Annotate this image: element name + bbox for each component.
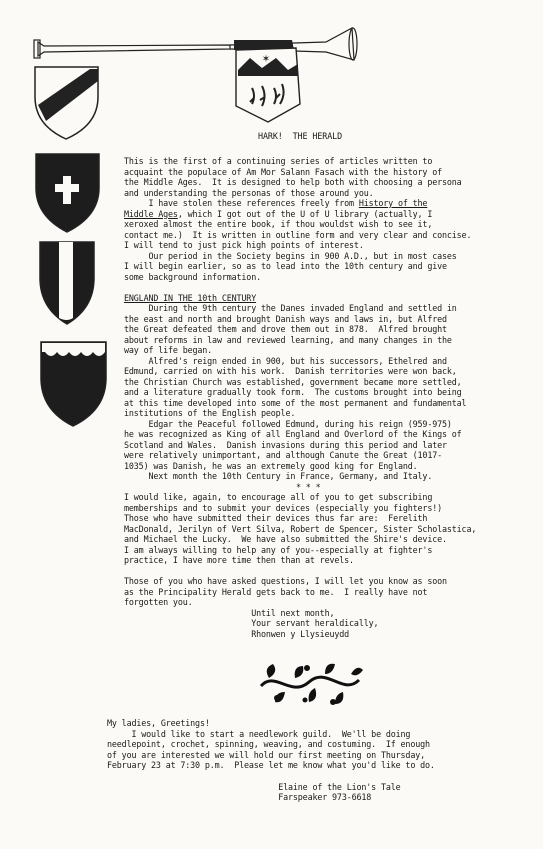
letter-line: Farspeaker 973-6618	[107, 792, 372, 803]
article-line: This is the first of a continuing series of articles written to	[124, 156, 433, 166]
article-line: memberships and to submit your devices (especially you fighters!)	[124, 502, 442, 513]
vine-ornament-icon	[255, 652, 365, 712]
book-title-underline: Middle Ages	[124, 208, 178, 219]
article-line: ENGLAND IN THE 10th CENTURY	[124, 292, 257, 303]
article-line: were relatively unimportant, and although Canute the Great (1017-	[124, 450, 442, 460]
article-line: I have stolen these references freely from History of the	[124, 198, 428, 208]
article-line: at this time developed into some of the most permanent and fundamental	[124, 397, 467, 408]
article-line: Our period in the Society begins in 900 A.D., but in most cases	[124, 250, 457, 261]
shield-chief-icon	[38, 338, 110, 430]
article-line: he was recognized as King of all England and Overlord of the Kings of	[124, 429, 462, 439]
article-line: I will tend to just pick high points of interest.	[124, 240, 364, 250]
article-line: * * *	[296, 481, 321, 492]
letter-line: Elaine of the Lion's Tale	[107, 781, 401, 792]
article-line: way of life began.	[124, 345, 213, 355]
article-line: Edgar the Peaceful followed Edmund, during his reign (959-975)	[124, 418, 452, 429]
article-line: Scotland and Wales. Danish invasions during this period and later	[124, 439, 447, 450]
article-line: about reforms in law and reviewed learning, and many changes in the	[124, 334, 452, 345]
letter-line: needlepoint, crochet, spinning, weaving, and costuming. If enough	[107, 739, 430, 750]
article-line: Rhonwen y Llysieuydd	[124, 628, 350, 639]
article-line: Your servant heraldically,	[124, 618, 379, 628]
article-line: Edmund, carried on with his work. Danish territories were won back,	[124, 366, 457, 376]
article-line: the Christian Church was established, government became more settled,	[124, 376, 462, 387]
article-line: I am always willing to help any of you--especially at fighter's	[124, 544, 433, 555]
shield-pale-icon	[37, 238, 97, 328]
svg-text:✶: ✶	[262, 51, 270, 65]
article-line: I will begin earlier, so as to lead into the 10th century and give	[124, 261, 447, 271]
article-line: I would like, again, to encourage all of you to get subscribing	[124, 492, 433, 502]
article-line: Next month the 10th Century in France, Germany, and Italy.	[124, 471, 433, 481]
article-line: MacDonald, Jerilyn of Vert Silva, Robert de Spencer, Sister Scholastica,	[124, 523, 477, 534]
needlework-letter	[107, 718, 527, 838]
letter-line: February 23 at 7:30 p.m. Please let me know what you'd like to do.	[107, 760, 435, 771]
article-body	[124, 156, 534, 646]
article-line: Alfred's reign ended in 900, but his successors, Ethelred and	[124, 355, 447, 366]
article-line: contact me.) It is written in outline form and very clear and concise.	[124, 229, 472, 240]
article-line: practice, I have more time then than at revels.	[124, 555, 354, 565]
letter-line: I would like to start a needlework guild. We'll be doing	[107, 728, 411, 739]
article-line: During the 9th century the Danes invaded England and settled in	[124, 303, 457, 313]
shield-bend-icon	[32, 63, 102, 143]
article-line: the east and north and brought Danish ways and laws in, but Alfred	[124, 313, 447, 324]
article-line: Those who have submitted their devices thus far are: Ferelith	[124, 513, 428, 523]
article-line: Until next month,	[124, 607, 335, 618]
article-line: xeroxed almost the entire book, if thou wouldst wish to see it,	[124, 219, 433, 229]
article-line: Middle Ages, which I got out of the U of U library (actually, I	[124, 208, 433, 219]
letter-line: My ladies, Greetings!	[107, 718, 210, 728]
book-title-underline: History of the	[358, 198, 428, 208]
article-line: institutions of the English people.	[124, 408, 296, 418]
article-line: and a literature gradually took form. The customs brought into being	[124, 387, 462, 397]
article-line: forgotten you.	[124, 597, 193, 607]
article-line: some background information.	[124, 271, 261, 282]
article-line: as the Principality Herald gets back to me. I really have not	[124, 586, 428, 597]
article-line: 1035) was Danish, he was an extremely good king for England.	[124, 460, 418, 471]
page-title: HARK! THE HERALD	[258, 131, 343, 141]
article-line: the Middle Ages. It is designed to help both with choosing a persona	[124, 177, 462, 187]
article-line: the Great defeated them and drove them out in 878. Alfred brought	[124, 324, 447, 334]
letter-line: of you are interested we will hold our first meeting on Thursday,	[107, 749, 425, 760]
article-line: acquaint the populace of Am Mor Salann Fasach with the history of	[124, 166, 442, 177]
shield-cross-icon	[33, 150, 103, 236]
article-line: Those of you who have asked questions, I will let you know as soon	[124, 576, 447, 586]
article-line: and understanding the personas of those around you.	[124, 187, 374, 198]
article-line: and Michael the Lucky. We have also submitted the Shire's device.	[124, 534, 447, 544]
